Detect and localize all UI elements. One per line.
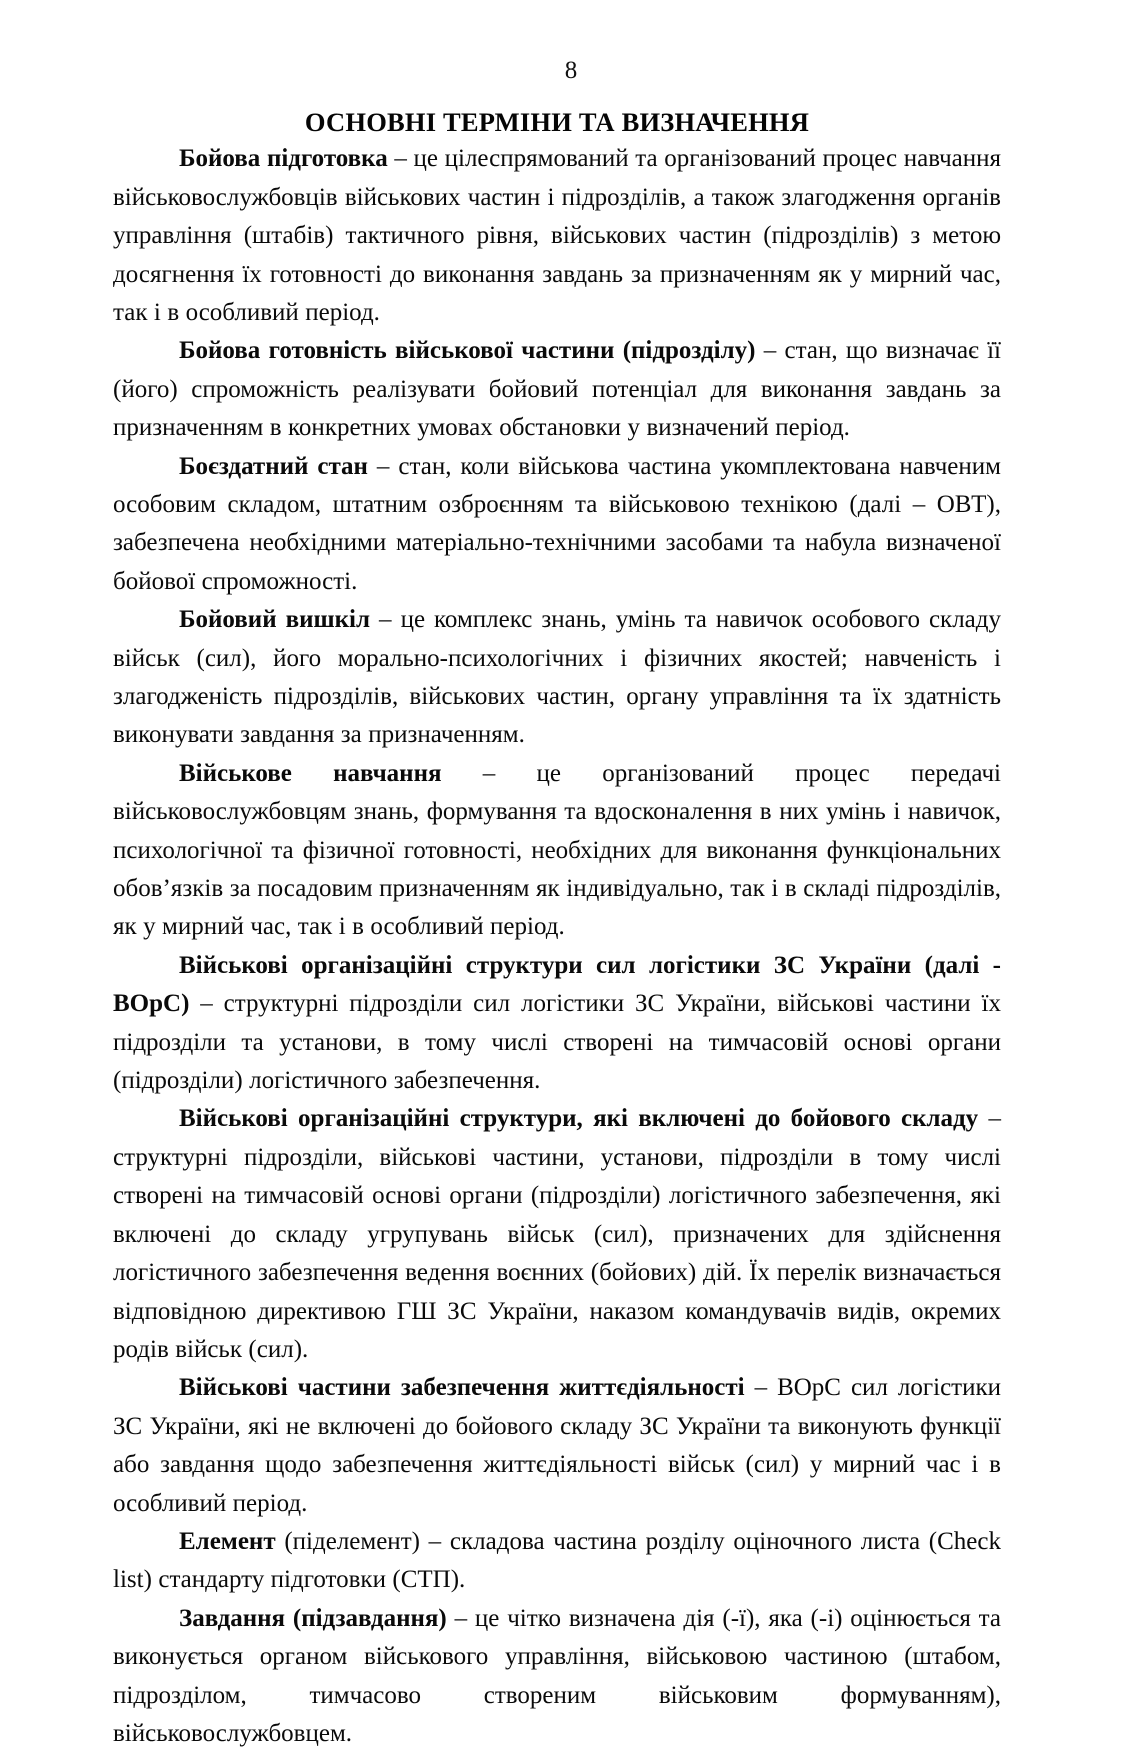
definition-term: Військові організаційні структури, які включені до бойового складу xyxy=(179,1105,979,1133)
definition-text: – структурні підрозділи сил логістики ЗС України, військові частини їх підрозділи та установи, в тому числі створені на тимчасовій основі органи (підрозділи) логістичного забезпечення. xyxy=(113,990,1001,1095)
definition-text: – це чітко визначена дія (-ї), яка (-і) оцінюється та виконується органом військового управління, військовою частиною (штабом, підрозділом, тимчасово створеним військовим формуванням), військовослужбовцем. xyxy=(113,1604,1001,1747)
definition-term: Військові частини забезпечення життєдіяльності xyxy=(179,1374,745,1402)
definition-term: Військові організаційні структури сил логістики ЗС України (далі - ВОрС) xyxy=(113,951,1001,1018)
page-number: 8 xyxy=(564,57,578,84)
definition-paragraph-vch-zhyttiediialnosti xyxy=(113,1369,1001,1523)
definition-text: – стан, коли військова частина укомплектована навченим особовим складом, штатним озброєнням та військовою технікою (далі – ОВТ), забезпечена необхідними матеріально-технічними засобами та набула визначеної бойової спроможності. xyxy=(113,452,1001,595)
page-title: ОСНОВНІ ТЕРМІНИ ТА ВИЗНАЧЕННЯ xyxy=(304,107,810,137)
definition-paragraph-vos-syl-lohistyky xyxy=(113,947,1001,1101)
definition-paragraph-boiezdatnyi-stan xyxy=(113,448,1001,602)
definition-text: – це цілеспрямований та організований процес навчання військовослужбовців військових частин і підрозділів, а також злагодження органів управління (штабів) тактичного рівня, військових частин (підрозділів) з метою досягнення їх готовності до виконання завдань за призначенням як у мирний час, так і в особливий період. xyxy=(113,145,1001,326)
definition-term: Бойова підготовка xyxy=(179,145,388,173)
definition-term: Бойовий вишкіл xyxy=(179,606,371,634)
definition-paragraph-boyova-pidhotovka xyxy=(113,140,1001,332)
definition-term: Військове навчання xyxy=(179,759,442,787)
definition-paragraph-boyova-hotovnist xyxy=(113,332,1001,447)
definition-paragraph-viyskove-navchannia xyxy=(113,755,1001,947)
definition-text: – ВОрС сил логістики ЗС України, які не включені до бойового складу ЗС України та виконують функції або завдання щодо забезпечення життєдіяльності військ (сил) у мирний час і в особливий період. xyxy=(113,1374,1001,1517)
definition-term: Завдання (підзавдання) xyxy=(179,1604,447,1632)
definition-term: Елемент xyxy=(179,1527,276,1555)
definition-text: – структурні підрозділи, військові частини, установи, підрозділи в тому числі створені на тимчасовій основі органи (підрозділи) логістичного забезпечення, які включені до складу угрупувань військ (сил), призначених для здійснення логістичного забезпечення ведення воєнних (бойових) дій. Їх перелік визначається відповідною директивою ГШ ЗС України, наказом командувачів видів, окремих родів військ (сил). xyxy=(113,1105,1001,1363)
definition-paragraph-vos-boyovyi-sklad xyxy=(113,1100,1001,1369)
definition-text: – це комплекс знань, умінь та навичок особового складу військ (сил), його морально-психологічних і фізичних якостей; навченість і злагодженість підрозділів, військових частин, органу управління та їх здатність виконувати завдання за призначенням. xyxy=(113,606,1001,749)
definition-text: – стан, що визначає її (його) спроможність реалізувати бойовий потенціал для виконання завдань за призначенням в конкретних умовах обстановки у визначений період. xyxy=(113,337,1001,442)
definition-text: (піделемент) – складова частина розділу оціночного листа (Check list) стандарту підготовки (СТП). xyxy=(113,1527,1001,1594)
definition-paragraph-boyovyi-vyshkil xyxy=(113,601,1001,755)
definition-paragraph-zavdannia xyxy=(113,1600,1001,1753)
definition-text: – це організований процес передачі військовослужбовцям знань, формування та вдосконалення в них умінь і навичок, психологічної та фізичної готовності, необхідних для виконання функціональних обов’язків за посадовим призначенням як індивідуально, так і в складі підрозділів, як у мирний час, так і в особливий період. xyxy=(113,759,1001,941)
definition-term: Бойова готовність військової частини (підрозділу) xyxy=(179,337,756,365)
definition-term: Боєздатний стан xyxy=(179,452,368,480)
document-body xyxy=(113,106,1001,1753)
definition-paragraph-element xyxy=(113,1523,1001,1600)
